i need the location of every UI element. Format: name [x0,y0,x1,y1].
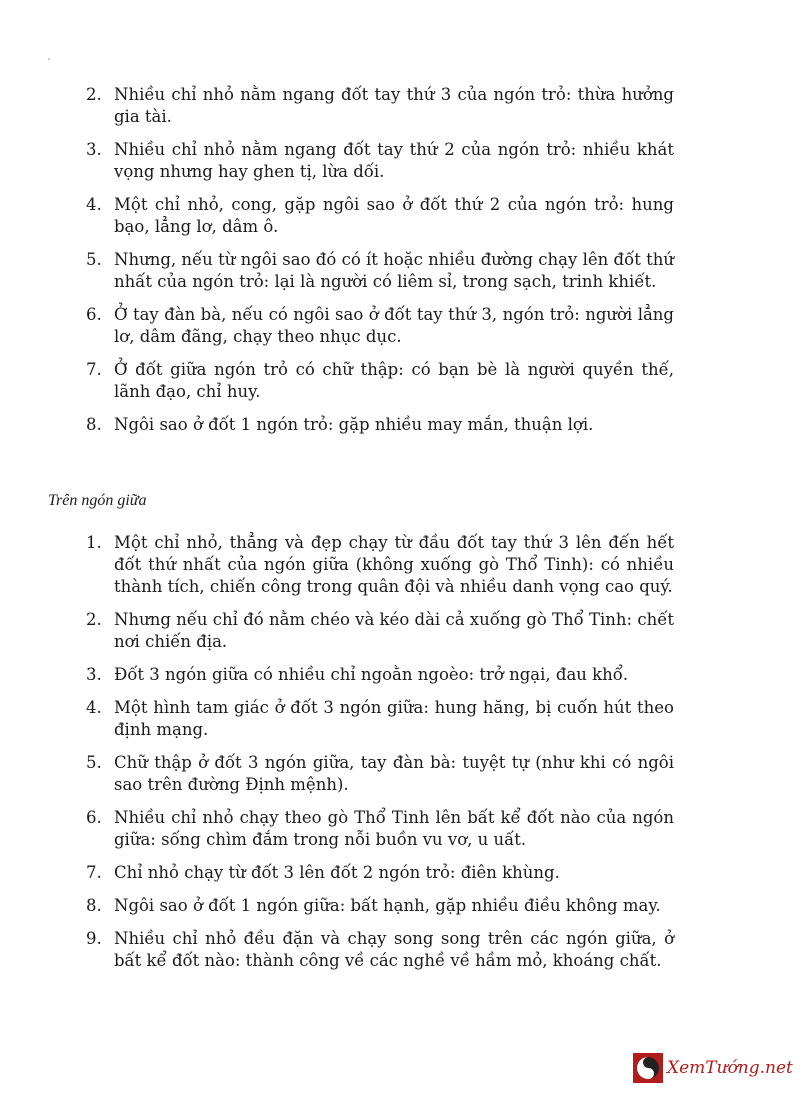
item-text: Một hình tam giác ở đốt 3 ngón giữa: hung hăng, bị cuốn hút theo định mạng. [114,698,674,739]
item-number: 1. [86,533,102,552]
list-item [86,359,674,403]
item-number: 9. [86,929,102,948]
item-text: Nhưng, nếu từ ngôi sao đó có ít hoặc nhiều đường chạy lên đốt thứ nhất của ngón trỏ: lại là người có liêm sỉ, trong sạch, trinh khiết. [114,250,674,291]
item-number: 4. [86,195,102,214]
item-text: Nhiều chỉ nhỏ đều đặn và chạy song song trên các ngón giữa, ở bất kể đốt nào: thành công về các nghề về hầm mỏ, khoáng chất. [114,929,674,970]
item-number: 2. [86,85,102,104]
list-item [86,194,674,238]
item-text: Ở đốt giữa ngón trỏ có chữ thập: có bạn bè là người quyền thế, lãnh đạo, chỉ huy. [114,360,674,401]
logo-badge [633,1053,663,1083]
item-text: Chữ thập ở đốt 3 ngón giữa, tay đàn bà: tuyệt tự (như khi có ngôi sao trên đường Định mệnh). [114,753,674,794]
list-item [86,664,674,686]
list-item [86,139,674,183]
item-number: 8. [86,415,102,434]
item-number: 6. [86,808,102,827]
item-number: 4. [86,698,102,717]
item-text: Chỉ nhỏ chạy từ đốt 3 lên đốt 2 ngón trỏ: điên khùng. [114,863,560,882]
index-finger-list [86,84,674,447]
list-item [86,414,674,436]
list-item [86,862,674,884]
item-number: 7. [86,360,102,379]
item-text: Một chỉ nhỏ, thẳng và đẹp chạy từ đầu đốt tay thứ 3 lên đến hết đốt thứ nhất của ngón giữa (không xuống gò Thổ Tinh): có nhiều thành tích, chiến công trong quân đội và nhiều danh vọng cao quý. [114,533,674,596]
item-number: 7. [86,863,102,882]
item-text: Ngôi sao ở đốt 1 ngón giữa: bất hạnh, gặp nhiều điều không may. [114,896,661,915]
item-number: 2. [86,610,102,629]
list-item [86,807,674,851]
scan-speck [48,58,50,60]
item-text: Ngôi sao ở đốt 1 ngón trỏ: gặp nhiều may mắn, thuận lợi. [114,415,594,434]
item-text: Một chỉ nhỏ, cong, gặp ngôi sao ở đốt thứ 2 của ngón trỏ: hung bạo, lẳng lơ, dâm ô. [114,195,674,236]
list-item [86,697,674,741]
item-number: 3. [86,665,102,684]
middle-finger-list [86,532,674,983]
item-number: 5. [86,250,102,269]
item-number: 5. [86,753,102,772]
logo-text: XemTướng.net [667,1058,793,1078]
item-number: 3. [86,140,102,159]
yin-yang-icon [637,1057,659,1079]
list-item [86,84,674,128]
item-text: Nhưng nếu chỉ đó nằm chéo và kéo dài cả xuống gò Thổ Tinh: chết nơi chiến địa. [114,610,674,651]
list-item [86,249,674,293]
list-item [86,752,674,796]
item-text: Ở tay đàn bà, nếu có ngôi sao ở đốt tay thứ 3, ngón trỏ: người lẳng lơ, dâm đãng, chạy theo nhục dục. [114,305,674,346]
list-item [86,928,674,972]
item-number: 6. [86,305,102,324]
list-item [86,895,674,917]
section-title: Trên ngón giữa [48,492,147,509]
item-text: Nhiều chỉ nhỏ chạy theo gò Thổ Tinh lên bất kể đốt nào của ngón giữa: sống chìm đắm trong nỗi buồn vu vơ, u uất. [114,808,674,849]
item-text: Nhiều chỉ nhỏ nằm ngang đốt tay thứ 2 của ngón trỏ: nhiều khát vọng nhưng hay ghen tị, lừa dối. [114,140,674,181]
list-item [86,304,674,348]
site-logo[interactable] [633,1053,793,1083]
list-item [86,532,674,598]
item-number: 8. [86,896,102,915]
list-item [86,609,674,653]
item-text: Đốt 3 ngón giữa có nhiều chỉ ngoằn ngoèo: trở ngại, đau khổ. [114,665,629,684]
item-text: Nhiều chỉ nhỏ nằm ngang đốt tay thứ 3 của ngón trỏ: thừa hưởng gia tài. [114,85,674,126]
